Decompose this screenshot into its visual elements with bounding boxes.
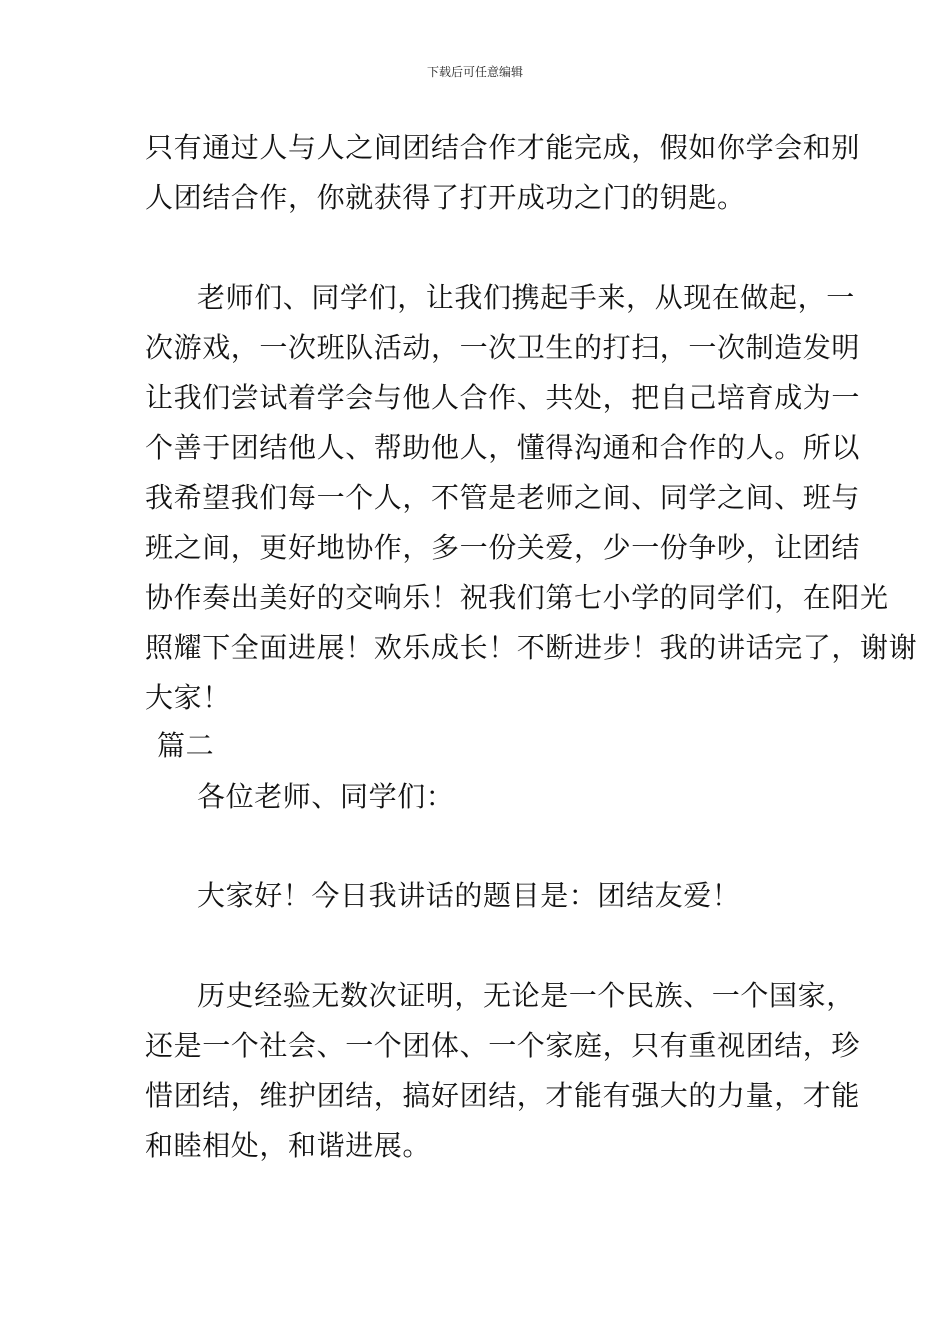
text-line: 班之间，更好地协作，多一份关爱，少一份争吵，让团结 (145, 531, 861, 564)
text-line: 协作奏出美好的交响乐！祝我们第七小学的同学们，在阳光 (145, 581, 889, 614)
page-header: 下载后可任意编辑 (426, 65, 523, 79)
greeting-line: 各位老师、同学们： (197, 780, 455, 813)
text-line: 老师们、同学们，让我们携起手来，从现在做起，一 (197, 281, 855, 314)
text-line: 人团结合作，你就获得了打开成功之门的钥匙。 (145, 181, 746, 214)
text-line: 大家！ (145, 681, 231, 714)
section-title: 篇二 (157, 729, 215, 762)
text-line: 个善于团结他人、帮助他人，懂得沟通和合作的人。所以 (145, 431, 861, 464)
text-line: 只有通过人与人之间团结合作才能完成，假如你学会和别 (145, 131, 861, 164)
text-line: 让我们尝试着学会与他人合作、共处，把自己培育成为一 (145, 381, 861, 414)
text-line: 历史经验无数次证明，无论是一个民族、一个国家， (197, 979, 855, 1012)
text-line: 还是一个社会、一个团体、一个家庭，只有重视团结，珍 (145, 1029, 861, 1062)
text-line: 大家好！今日我讲话的题目是：团结友爱！ (197, 879, 741, 912)
text-line: 和睦相处，和谐进展。 (145, 1129, 432, 1162)
text-line: 照耀下全面进展！欢乐成长！不断进步！我的讲话完了，谢谢 (145, 631, 918, 664)
text-line: 惜团结，维护团结，搞好团结，才能有强大的力量，才能 (145, 1079, 861, 1112)
text-line: 次游戏，一次班队活动，一次卫生的打扫，一次制造发明 (145, 331, 861, 364)
text-line: 我希望我们每一个人，不管是老师之间、同学之间、班与 (145, 481, 861, 514)
